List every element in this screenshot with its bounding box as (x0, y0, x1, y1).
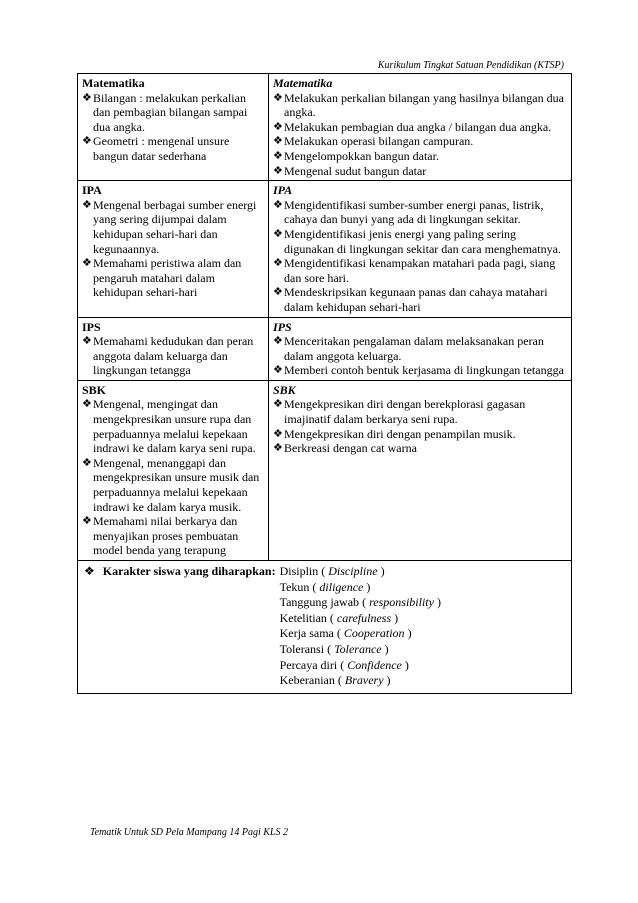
competency-item (273, 363, 567, 378)
competency-text: Memahami peristiwa alam dan pengaruh matahari dalam kehidupan sehari-hari (93, 256, 242, 300)
competency-text: Melakukan pembagian dua angka / bilangan dua angka. (284, 119, 552, 134)
competency-text: Menceritakan pengalaman dalam melaksanakan peran dalam anggota keluarga. (284, 334, 544, 363)
competency-list (273, 198, 567, 315)
competency-list (82, 198, 264, 300)
competency-item (273, 285, 567, 314)
character-name: Toleransi (279, 641, 325, 656)
diamond-bullet-icon: ❖ (82, 91, 92, 104)
character-name: Percaya diri (279, 657, 338, 672)
diamond-bullet-icon: ❖ (273, 286, 283, 299)
diamond-bullet-icon: ❖ (273, 120, 283, 133)
competency-item (82, 456, 264, 514)
diamond-bullet-icon: ❖ (273, 335, 283, 348)
diamond-bullet-icon: ❖ (273, 227, 283, 240)
competency-text: Melakukan perkalian bilangan yang hasilnya bilangan dua angka. (284, 90, 564, 120)
competency-list (82, 334, 264, 378)
diamond-bullet-icon: ❖ (273, 398, 283, 411)
competency-item (82, 91, 264, 135)
subject-title: SBK (273, 382, 296, 397)
competency-list (273, 91, 567, 179)
character-list (280, 564, 441, 689)
character-item: Kerja sama ( Cooperation ) (279, 626, 412, 641)
subject-row (78, 181, 572, 317)
competency-text: Mengekpresikan diri dengan berekplorasi gagasan imajinatif dalam berkarya seni rupa. (284, 397, 526, 427)
indicator-cell (269, 380, 572, 560)
standard-competency-cell (78, 181, 269, 317)
character-label: Karakter siswa yang diharapkan: (102, 564, 276, 578)
competency-item (82, 134, 264, 163)
character-item: Toleransi ( Tolerance ) (279, 641, 389, 656)
competency-text: Mengekpresikan diri dengan penampilan musik. (284, 426, 516, 441)
competency-text: Mengidentifikasi sumber-sumber energi panas, listrik, cahaya dan bunyi yang ada di lingkungan sekitar. (284, 197, 544, 227)
diamond-bullet-icon: ❖ (273, 91, 283, 104)
subject-title: IPA (273, 183, 293, 198)
competency-text: Mengenal berbagai sumber energi yang sering dijumpai dalam kehidupan sehari-hari dan kegunaannya. (93, 197, 257, 256)
competency-text: Mengelompokkan bangun datar. (284, 148, 439, 163)
standard-competency-cell (78, 74, 269, 181)
competency-text: Mendeskripsikan kegunaan panas dan cahaya matahari dalam kehidupan sehari-hari (284, 285, 548, 314)
competency-item (82, 256, 264, 300)
character-item: Tekun ( diligence ) (279, 579, 371, 594)
competency-item (273, 441, 567, 456)
diamond-bullet-icon: ❖ (84, 564, 95, 578)
character-name: Kerja sama (279, 626, 334, 641)
competency-text: Mengenal sudut bangun datar (284, 163, 427, 178)
diamond-bullet-icon: ❖ (273, 257, 283, 270)
competency-item (273, 227, 567, 256)
competency-text: Memahami kedudukan dan peran anggota dalam keluarga dan lingkungan tetangga (93, 334, 254, 378)
diamond-bullet-icon: ❖ (82, 257, 92, 270)
competency-item (273, 198, 567, 227)
competency-item (273, 91, 567, 120)
curriculum-table (77, 73, 572, 694)
competency-item (273, 427, 567, 442)
page-header: Kurikulum Tingkat Satuan Pendidikan (KTSP) (377, 60, 564, 71)
diamond-bullet-icon: ❖ (273, 149, 283, 162)
subject-row (78, 74, 572, 181)
subject-title: IPS (273, 319, 292, 334)
character-name: Tekun (279, 579, 310, 594)
competency-text: Mengidentifikasi kenampakan matahari pada pagi, siang dan sore hari. (284, 256, 556, 285)
character-english: diligence (319, 579, 364, 594)
character-english: Bravery (344, 673, 384, 688)
competency-item (273, 334, 567, 363)
indicator-cell (269, 181, 572, 317)
diamond-bullet-icon: ❖ (273, 198, 283, 211)
diamond-bullet-icon: ❖ (82, 335, 92, 348)
character-name: Keberanian (279, 673, 335, 688)
competency-text: Memahami nilai berkarya dan menyajikan proses pembuatan model benda yang terapung (93, 514, 239, 558)
subject-row (78, 317, 572, 380)
competency-text: Bilangan : melakukan perkalian dan pembagian bilangan sampai dua angka. (93, 90, 248, 134)
competency-item (82, 514, 264, 558)
character-name: Tanggung jawab (279, 595, 360, 610)
indicator-cell (269, 74, 572, 181)
character-row (78, 561, 572, 694)
character-heading (84, 564, 276, 689)
diamond-bullet-icon: ❖ (273, 442, 283, 455)
competency-text: Berkreasi dengan cat warna (284, 441, 417, 456)
competency-item (82, 198, 264, 256)
diamond-bullet-icon: ❖ (82, 198, 92, 211)
competency-text: Geometri : mengenal unsure bangun datar sederhana (93, 134, 230, 163)
character-item: Ketelitian ( carefulness ) (279, 610, 399, 625)
subject-title: IPS (82, 319, 101, 334)
character-item: Percaya diri ( Confidence ) (279, 657, 409, 672)
character-english: responsibility (369, 595, 434, 610)
subject-title: Matematika (273, 76, 333, 90)
curriculum-table-body (78, 74, 572, 694)
diamond-bullet-icon: ❖ (273, 135, 283, 148)
competency-list (82, 397, 264, 558)
diamond-bullet-icon: ❖ (82, 515, 92, 528)
subject-title: IPA (82, 183, 102, 198)
competency-text: Melakukan operasi bilangan campuran. (284, 134, 474, 149)
competency-text: Memberi contoh bentuk kerjasama di lingkungan tetangga (284, 363, 564, 378)
character-item: Tanggung jawab ( responsibility ) (279, 595, 441, 610)
competency-item (82, 397, 264, 455)
character-english: Tolerance (334, 641, 382, 656)
competency-item (273, 256, 567, 285)
competency-item (273, 164, 567, 179)
diamond-bullet-icon: ❖ (273, 364, 283, 377)
diamond-bullet-icon: ❖ (273, 164, 283, 177)
competency-text: Mengidentifikasi jenis energi yang paling sering digunakan di lingkungan sekitar dan cara menghematnya. (284, 226, 561, 256)
character-name: Disiplin (279, 564, 319, 578)
subject-title: Matematika (82, 76, 145, 90)
page-footer: Tematik Untuk SD Pela Mampang 14 Pagi KLS 2 (90, 827, 288, 838)
diamond-bullet-icon: ❖ (82, 398, 92, 411)
competency-item (273, 134, 567, 149)
competency-list (273, 397, 567, 455)
competency-list (273, 334, 567, 378)
character-name: Ketelitian (279, 610, 327, 625)
subject-title: SBK (82, 382, 107, 397)
competency-list (82, 91, 264, 164)
character-english: carefulness (336, 610, 392, 625)
diamond-bullet-icon: ❖ (82, 456, 92, 469)
subject-row (78, 380, 572, 560)
character-english: Discipline (328, 564, 378, 578)
diamond-bullet-icon: ❖ (273, 427, 283, 440)
competency-item (82, 334, 264, 378)
character-item: Disiplin ( Discipline ) (279, 564, 385, 578)
character-english: Cooperation (343, 626, 405, 641)
competency-item (273, 149, 567, 164)
competency-item (273, 397, 567, 426)
indicator-cell (269, 317, 572, 380)
character-english: Confidence (347, 657, 402, 672)
competency-item (273, 120, 567, 135)
standard-competency-cell (78, 317, 269, 380)
character-item: Keberanian ( Bravery ) (279, 673, 391, 688)
character-cell (78, 561, 572, 694)
diamond-bullet-icon: ❖ (82, 135, 92, 148)
competency-text: Mengenal, mengingat dan mengekpresikan unsure rupa dan perpaduannya melalui kepekaan indrawi ke dalam karya seni rupa. (93, 397, 256, 456)
standard-competency-cell (78, 380, 269, 560)
competency-text: Mengenal, menanggapi dan mengekpresikan unsure musik dan perpaduannya melalui kepekaan indrawi ke dalam karya musik. (93, 455, 260, 514)
